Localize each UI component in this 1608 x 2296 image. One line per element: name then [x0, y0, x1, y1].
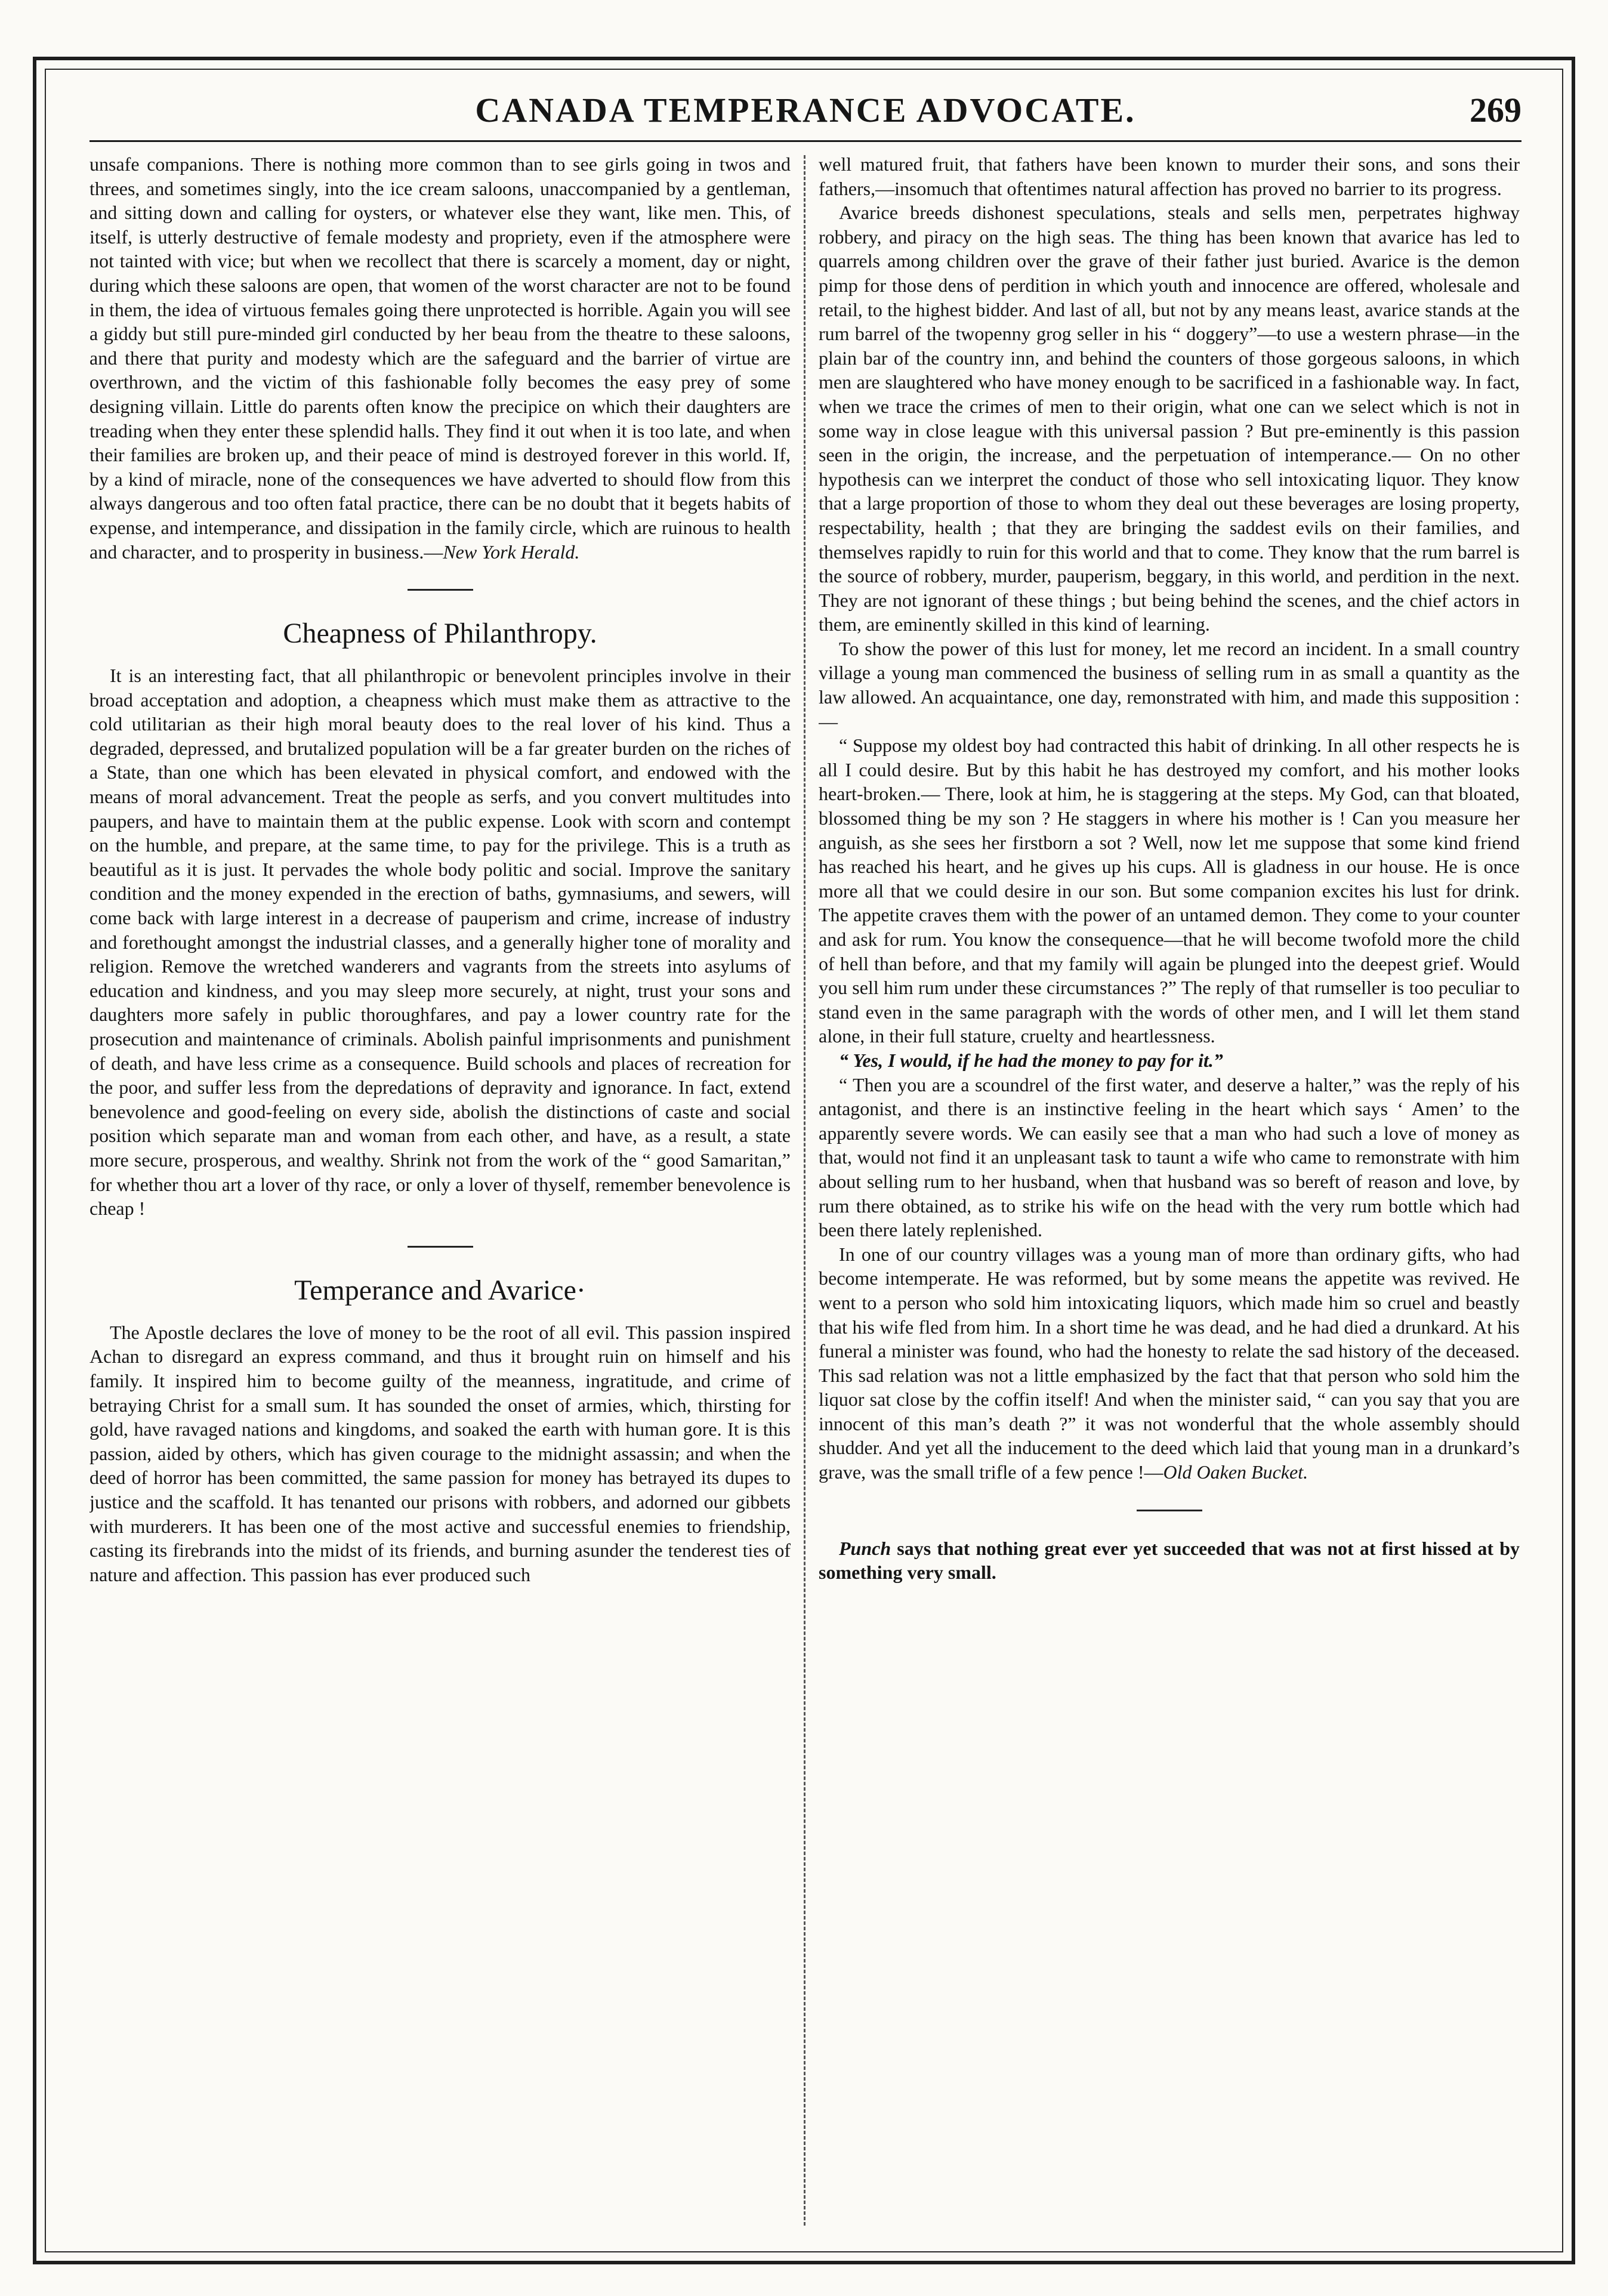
- punch-name: Punch: [839, 1537, 891, 1559]
- article-paragraph: “ Suppose my oldest boy had contracted this habit of drinking. In all other respects he is all I could desire. But by this habit he has destroyed my comfort, and his mother looks heart-broken.— There, look at him, he is staggering at the steps. My God, can that bloated, blossomed thing be my son ? He staggers in where his mother is ! Can you measure her anguish, as she sees her firstborn a sot ? Well, now let me suppose that some kind friend has reached his heart, and he gives up his cups. All is gladness in our house. He is once more all that we could desire in our son. But some companion excites his lust for drink. The appetite craves them with the power of an untamed demon. They come to your counter and ask for rum. You know the consequence—that he will become twofold more the child of hell than before, and that my family will again be plunged into the deepest grief. Would you sell him rum under these circumstances ?” The reply of that rumseller is too peculiar to stand even in the same paragraph with the words of other men, and I will let them stand alone, in their full stature, cruelty and heartlessness.: [819, 735, 1520, 1047]
- article-title-avarice: Temperance and Avarice·: [294, 1274, 586, 1306]
- article-source: New York Herald.: [443, 541, 580, 563]
- article-title-philanthropy: Cheapness of Philanthropy.: [283, 618, 597, 650]
- section-rule: [1137, 1510, 1202, 1511]
- article-paragraph: To show the power of this lust for money, let me record an incident. In a small country village a young man commenced the business of selling rum in as small a quantity as the law allowed. An acquaintance, one day, remonstrated with him, and made this supposition :—: [819, 637, 1520, 732]
- section-rule: [408, 1246, 473, 1248]
- article-text: unsafe companions. There is nothing more common than to see girls going in twos and threes, and sometimes singly, into the ice cream saloons, unaccompanied by a gentleman, and sitting down and calling for oysters, or whatever else they want, like men. This, of itself, is utterly destructive of female modesty and propriety, even if the atmosphere were not tainted with vice; but when we recollect that there is scarcely a moment, day or night, during which these saloons are open, that women of the worst character are not to be found in them, the idea of virtuous females going there unprotected is horrible. Again you will see a giddy but still pure-minded girl conducted by her beau from the theatre to these saloons, and there that purity and modesty which are the safeguard and the barrier of virtue are overthrown, and the victim of this fashionable folly becomes the easy prey of some designing villain. Little do parents often know the precipice on which their daughters are treading when they enter these splendid halls. They find it out when it is too late, and when their families are broken up, and their peace of mind is destroyed forever in this world. If, by a kind of miracle, none of the consequences we have adverted to should flow from this always dangerous and too often fatal practice, there can be no doubt that it begets habits of expense, and intemperance, and dissipation in the family circle, which are ruinous to health and character, and to prosperity in business.: [89, 153, 791, 563]
- article-paragraph: well matured fruit, that fathers have been known to murder their sons, and sons their fathers,—insomuch that oftentimes natural affection has proved no barrier to its progress.: [819, 153, 1520, 199]
- punch-text: says that nothing great ever yet succeeded that was not at first hissed at by something very small.: [819, 1537, 1520, 1584]
- article-paragraph: Avarice breeds dishonest speculations, steals and sells men, perpetrates highway robbery, and piracy on the high seas. The thing has been known that avarice has led to quarrels among children over the grave of their father just buried. Avarice is the demon pimp for those dens of perdition in which youth and innocence are offered, wholesale and retail, to the highest bidder. And last of all, but not by any means least, avarice stands at the rum barrel of the twopenny grog seller in his “ doggery”—to use a western phrase—in the plain bar of the country inn, and behind the counters of those gorgeous saloons, in which men are slaughtered who have money enough to be sacrificed in a fashionable way. In fact, when we trace the crimes of men to their origin, what one can we select which is not in some way in close league with this universal passion ? But pre-eminently is this passion seen in the origin, the increase, and the perpetuation of intemperance.— On no other hypothesis can we interpret the conduct of those who sell intoxicating liquor. They know that a large proportion of those to whom they deal out these beverages are losing property, respectability, health ; that they are bringing the saddest evils on their families, and themselves rapidly to ruin for this world and that to come. They know that the rum barrel is the source of robbery, murder, pauperism, beggary, in this world, and perdition in the next. They are not ignorant of these things ; but being behind the scenes, and the chief actors in them, are eminently skilled in this kind of learning.: [819, 202, 1520, 635]
- publication-title: CANADA TEMPERANCE ADVOCATE.: [475, 91, 1136, 129]
- article-source: Old Oaken Bucket.: [1163, 1461, 1308, 1483]
- article-paragraph-final: [819, 1242, 1520, 1485]
- left-column: [89, 152, 791, 2229]
- article-body-avarice: The Apostle declares the love of money to be the root of all evil. This passion inspired Achan to disregard an express command, and thus it brought ruin on himself and his family. It inspired him to become guilty of the meanness, ingratitude, and crime of betraying Christ for a small sum. It has sounded the onset of armies, which, thirsting for gold, have ravaged nations and kingdoms, and soaked the earth with human gore. It is this passion, aided by others, which has given courage to the midnight assassin; and when the deed of horror has been committed, the same passion for money has betrayed its dupes to justice and the scaffold. It has tenanted our prisons with robbers, and adorned our gibbets with murderers. It has been one of the most active and successful enemies to friendship, casting its firebrands into the midst of its friends, and burning asunder the tenderest ties of nature and affection. This passion has ever produced such: [89, 1321, 791, 1585]
- right-column: [819, 152, 1520, 2229]
- column-divider: [804, 155, 805, 2226]
- section-rule: [408, 589, 473, 591]
- article-body-continued: unsafe companions. There is nothing more common than to see girls going in twos and threes, and sometimes singly, into the ice cream saloons, unaccompanied by a gentleman, and sitting down and calling for oysters, or whatever else they want, like men. This, of itself, is utterly destructive of female modesty and propriety, even if the atmosphere were not tainted with vice; but when we recollect that there is scarcely a moment, day or night, during which these saloons are open, that women of the worst character are not to be found in them, the idea of virtuous females going there unprotected is horrible. Again you will see a giddy but still pure-minded girl conducted by her beau from the theatre to these saloons, and there that purity and modesty which are the safeguard and the barrier of virtue are overthrown, and the victim of this fashionable folly becomes the easy prey of some designing villain. Little do parents often know the precipice on which their daughters are treading when they enter these splendid halls. They find it out when it is too late, and when their families are broken up, and their peace of mind is destroyed forever in this world. If, by a kind of miracle, none of the consequences we have adverted to should flow from this always dangerous and too often fatal practice, there can be no doubt that it begets habits of expense, and intemperance, and dissipation in the family circle, which are ruinous to health and character, and to prosperity in business.—New York Herald.: [89, 153, 791, 563]
- rumseller-reply: “ Yes, I would, if he had the money to pay for it.”: [839, 1049, 1223, 1071]
- header-rule: [89, 140, 1521, 142]
- page-number: 269: [1470, 91, 1521, 129]
- article-paragraph: “ Then you are a scoundrel of the first water, and deserve a halter,” was the reply of his antagonist, and there is an instinctive feeling in the heart which says ‘ Amen’ to the apparently severe words. We can easily see that a man who had such a love of money as that, would not find it an unpleasant task to taunt a wife who came to remonstrate with him about selling rum to her husband, when that husband was so bereft of reason and love, by rum there obtained, as to strike his wife on the head with the very rum bottle which had been there lately replenished.: [819, 1073, 1520, 1241]
- punch-quote: [819, 1536, 1520, 1585]
- page-header: [89, 90, 1521, 137]
- article-body-philanthropy: It is an interesting fact, that all philanthropic or benevolent principles involve in their broad acceptation and adoption, a cheapness which must make them as attractive to the cold utilitarian as their high moral beauty does to the real lover of his kind. Thus a degraded, depressed, and brutalized population will be a far greater burden on the riches of a State, than one which has been elevated in physical comfort, and endowed with the means of moral advancement. Treat the people as serfs, and you convert multitudes into paupers, and have to maintain them at the public expense. Look with scorn and contempt on the humble, and prepare, at the same time, to pay for the privilege. This is a truth as beautiful as it is just. It pervades the whole body politic and social. Improve the sanitary condition and the money expended in the erection of baths, gymnasiums, and sewers, will come back with large interest in a decrease of pauperism and crime, increase of industry and forethought amongst the industrial classes, and a generally higher tone of morality and religion. Remove the wretched wanderers and vagrants from the streets into asylums of education and kindness, and you may sleep more securely, at night, trust your sons and daughters more safely in public thoroughfares, and pay a lower country rate for the prosecution and maintenance of criminals. Abolish painful imprisonments and punishment of death, and have less crime as a consequence. Build schools and places of recreation for the poor, and suffer less from the depredations of depravity and ignorance. In fact, extend benevolence and good-feeling on every side, abolish the distinctions of caste and social position which separate man and woman from each other, and have, as a result, a state more secure, prosperous, and wealthy. Shrink not from the work of the “ good Samaritan,” for whether thou art a lover of thy race, or only a lover of thyself, remember benevolence is cheap !: [89, 665, 791, 1220]
- article-text: In one of our country villages was a young man of more than ordinary gifts, who had become intemperate. He was reformed, but by some means the appetite was revived. He went to a person who sold him intoxicating liquors, which made him so cruel and beastly that his wife fled from him. In a short time he was dead, and he had died a drunkard. At his funeral a minister was found, who had the honesty to relate the sad history of the deceased. This sad relation was not a little emphasized by the fact that that person who sold him the liquor sat close by the coffin itself! And when the minister said, “ can you say that you are innocent of this man’s death ?” it was not wonderful that the whole assembly should shudder. And yet all the inducement to the deed which laid that young man in a drunkard’s grave, was the small trifle of a few pence !—: [819, 1243, 1520, 1483]
